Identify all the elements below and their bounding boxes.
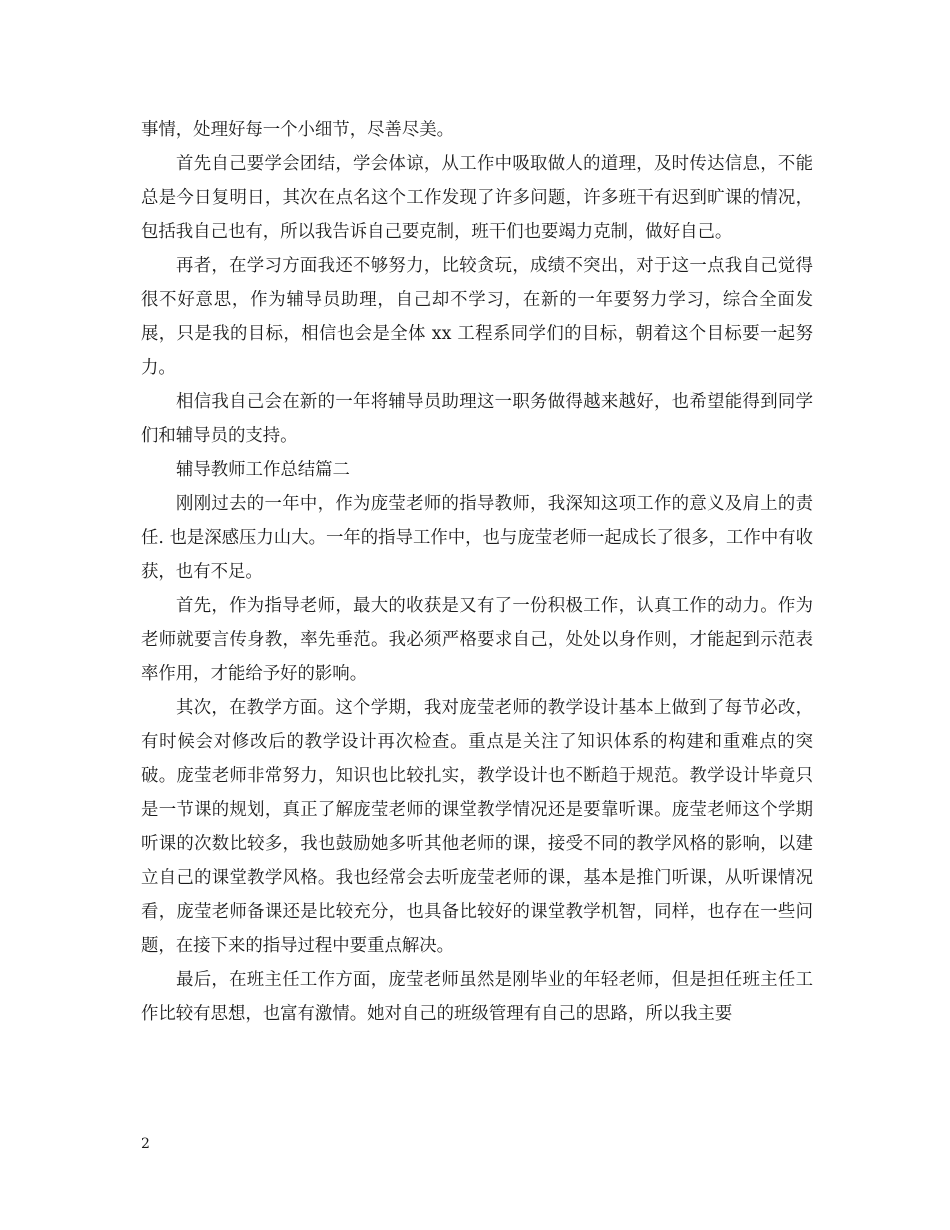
paragraph-unity: 首先自己要学会团结，学会体谅，从工作中吸取做人的道理，及时传达信息，不能总是今日复明日，其次在点名这个工作发现了许多问题，许多班干有迟到旷课的情况，包括我自己也有，所以我告诉自己要克制，班干们也要竭力克制，做好自己。 xyxy=(141,154,813,242)
paragraph-outlook: 相信我自己会在新的一年将辅导员助理这一职务做得越来越好，也希望能得到同学们和辅导员的支持。 xyxy=(141,392,813,446)
page-number: 2 xyxy=(141,1136,150,1152)
document-body xyxy=(141,113,813,1031)
paragraph-continuation: 事情，处理好每一个小细节，尽善尽美。 xyxy=(141,120,455,140)
paragraph-second: 其次，在教学方面。这个学期，我对庞莹老师的教学设计基本上做到了每节必改，有时候会对修改后的教学设计再次检查。重点是关注了知识体系的构建和重难点的突破。庞莹老师非常努力，知识也比较扎实，教学设计也不断趋于规范。教学设计毕竟只是一节课的规划，真正了解庞莹老师的课堂教学情况还是要靠听课。庞莹老师这个学期听课的次数比较多，我也鼓励她多听其他老师的课，接受不同的教学风格的影响，以建立自己的课堂教学风格。我也经常会去听庞莹老师的课，基本是推门听课，从听课情况看，庞莹老师备课还是比较充分，也具备比较好的课堂教学机智，同样，也存在一些问题，在接下来的指导过程中要重点解决。 xyxy=(141,698,813,956)
paragraph-intro: 刚刚过去的一年中，作为庞莹老师的指导教师，我深知这项工作的意义及肩上的责任. 也是深感压力山大。一年的指导工作中，也与庞莹老师一起成长了很多，工作中有收获，也有不足。 xyxy=(141,494,813,582)
paragraph-study: 再者，在学习方面我还不够努力，比较贪玩，成绩不突出，对于这一点我自己觉得很不好意思，作为辅导员助理，自己却不学习，在新的一年要努力学习，综合全面发展，只是我的目标，相信也会是全体 xx 工程系同学们的目标，朝着这个目标要一起努力。 xyxy=(141,256,813,378)
section-heading: 辅导教师工作总结篇二 xyxy=(176,460,350,480)
paragraph-last: 最后，在班主任工作方面，庞莹老师虽然是刚毕业的年轻老师，但是担任班主任工作比较有思想，也富有激情。她对自己的班级管理有自己的思路，所以我主要 xyxy=(141,970,813,1024)
paragraph-first: 首先，作为指导老师，最大的收获是又有了一份积极工作，认真工作的动力。作为老师就要言传身教，率先垂范。我必须严格要求自己，处处以身作则，才能起到示范表率作用，才能给予好的影响。 xyxy=(141,596,813,684)
